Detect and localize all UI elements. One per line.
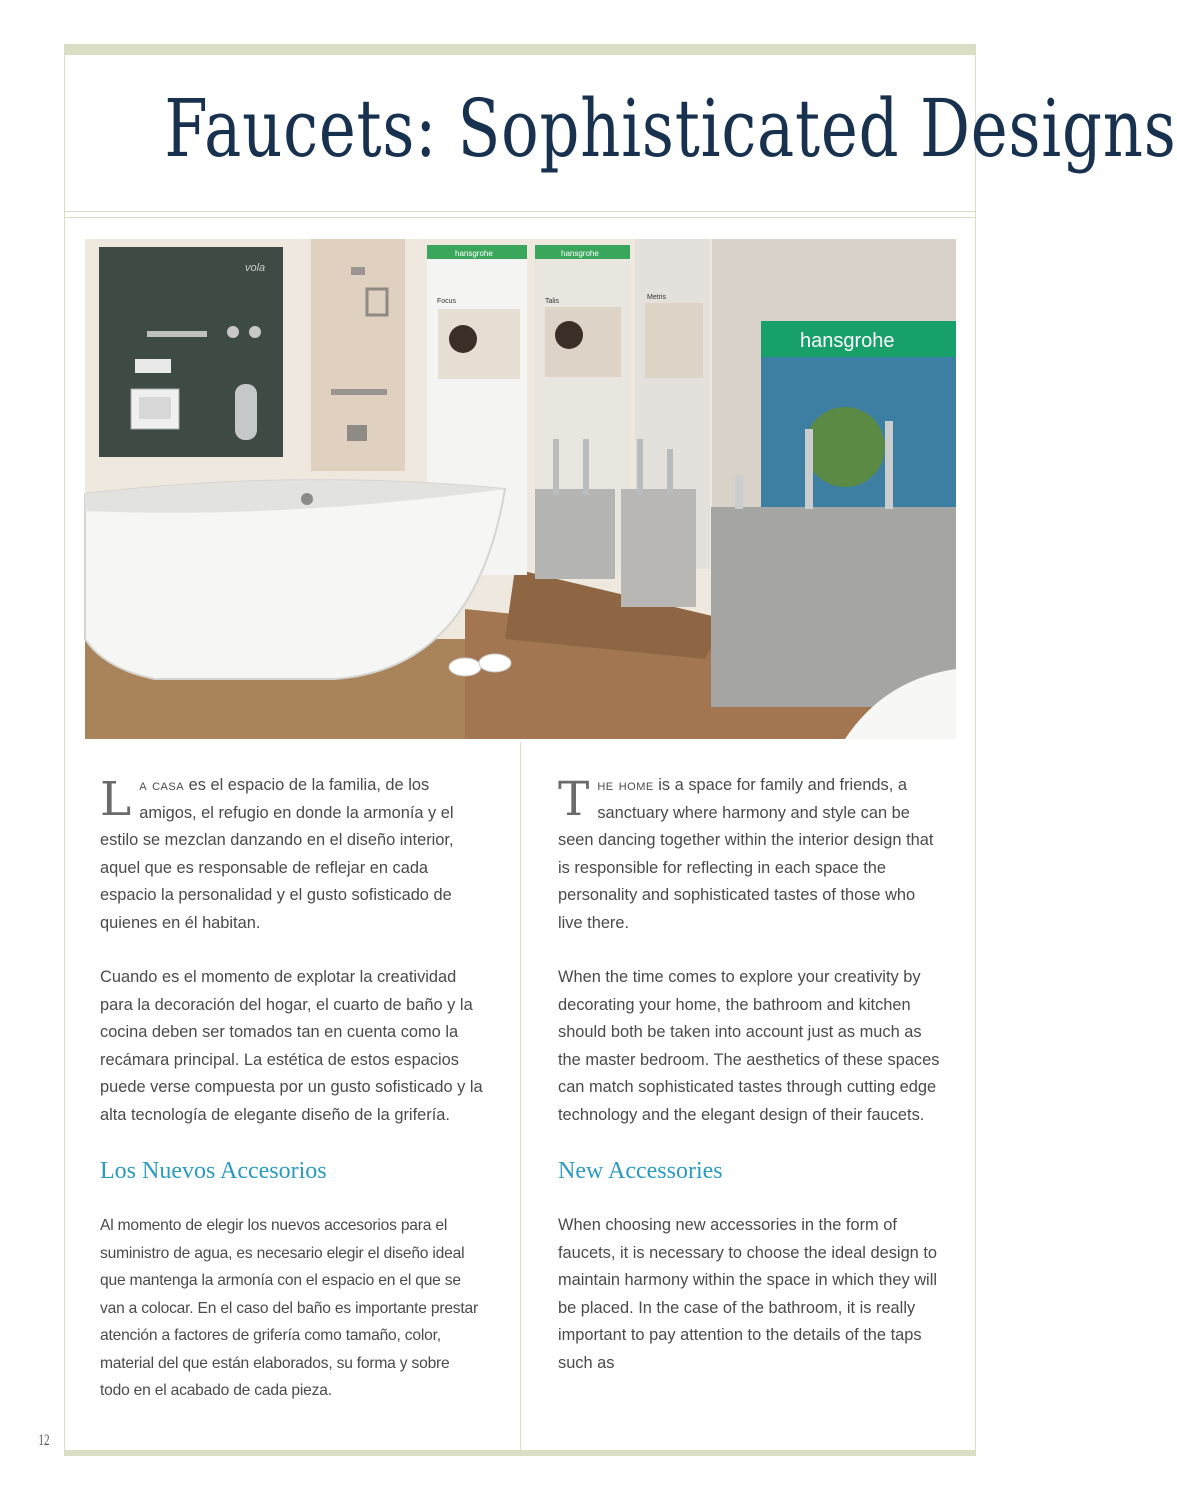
- paragraph-text: es el espacio de la familia, de los amigos, el refugio en donde la armonía y el estilo se mezclan danzando en el diseño interior, aquel que es responsable de reflejar en cada espacio la personalidad y el gusto sofisticado de quienes en él habitan.: [100, 776, 454, 932]
- svg-text:hansgrohe: hansgrohe: [800, 330, 895, 352]
- showroom-illustration: [85, 239, 956, 739]
- svg-text:hansgrohe: hansgrohe: [561, 249, 599, 258]
- top-border-bar: [64, 44, 976, 55]
- lead-words: he home: [597, 776, 654, 794]
- section-heading-es: Los Nuevos Accesorios: [100, 1158, 327, 1184]
- paragraph-en-2: When the time comes to explore your creativity by decorating your home, the bathroom and kitchen should both be taken into account just as much as the master bedroom. The aesthetics of these spaces can match sophisticated tastes through cutting edge technology and the elegant design of their faucets.: [558, 968, 940, 1124]
- intro-paragraph-es: [100, 772, 483, 937]
- page-title: Faucets: Sophisticated Designs: [164, 82, 1177, 175]
- paragraph-es-2: Cuando es el momento de explotar la creatividad para la decoración del hogar, el cuarto de baño y la cocina deben ser tomados tan en cuenta como la recámara principal. La estética de estos espacios puede verse compuesta por un gusto sofisticado y la alta tecnología de elegante diseño de la grifería.: [100, 968, 483, 1124]
- drop-cap: T: [558, 772, 590, 827]
- paragraph-text: is a space for family and friends, a sanctuary where harmony and style can be seen dancing together within the interior design that is responsible for reflecting in each space the personality and sophisticated tastes of those who live there.: [558, 776, 934, 932]
- drop-cap: L: [100, 772, 132, 827]
- title-rule: [64, 217, 976, 218]
- svg-text:vola: vola: [245, 262, 266, 274]
- section-heading-en: New Accessories: [558, 1158, 723, 1184]
- svg-text:Focus: Focus: [437, 298, 457, 305]
- english-column: [558, 772, 941, 1404]
- paragraph-en-3: When choosing new accessories in the form of faucets, it is necessary to choose the ideal design to maintain harmony within the space in which they will be placed. In the case of the bathroom, it is really important to pay attention to the details of the taps such as: [558, 1216, 938, 1372]
- page-number: 12: [38, 1432, 50, 1449]
- paragraph-es-3: Al momento de elegir los nuevos accesorios para el suministro de agua, es necesario elegir el diseño ideal que mantenga la armonía con el espacio en el que se van a colocar. En el caso del baño es importante prestar atención a factores de grifería como tamaño, color, material del que están elaborados, su forma y sobre todo en el acabado de cada pieza.: [100, 1217, 479, 1399]
- lead-words: a casa: [139, 776, 185, 794]
- bottom-border-bar: [64, 1450, 976, 1456]
- svg-text:hansgrohe: hansgrohe: [455, 249, 493, 258]
- spanish-column: [100, 772, 483, 1432]
- svg-text:Talis: Talis: [545, 298, 560, 305]
- intro-paragraph-en: [558, 772, 941, 937]
- svg-text:Metris: Metris: [647, 294, 667, 301]
- title-rule: [64, 211, 976, 212]
- column-divider: [520, 742, 521, 1450]
- showroom-photo: [85, 239, 956, 739]
